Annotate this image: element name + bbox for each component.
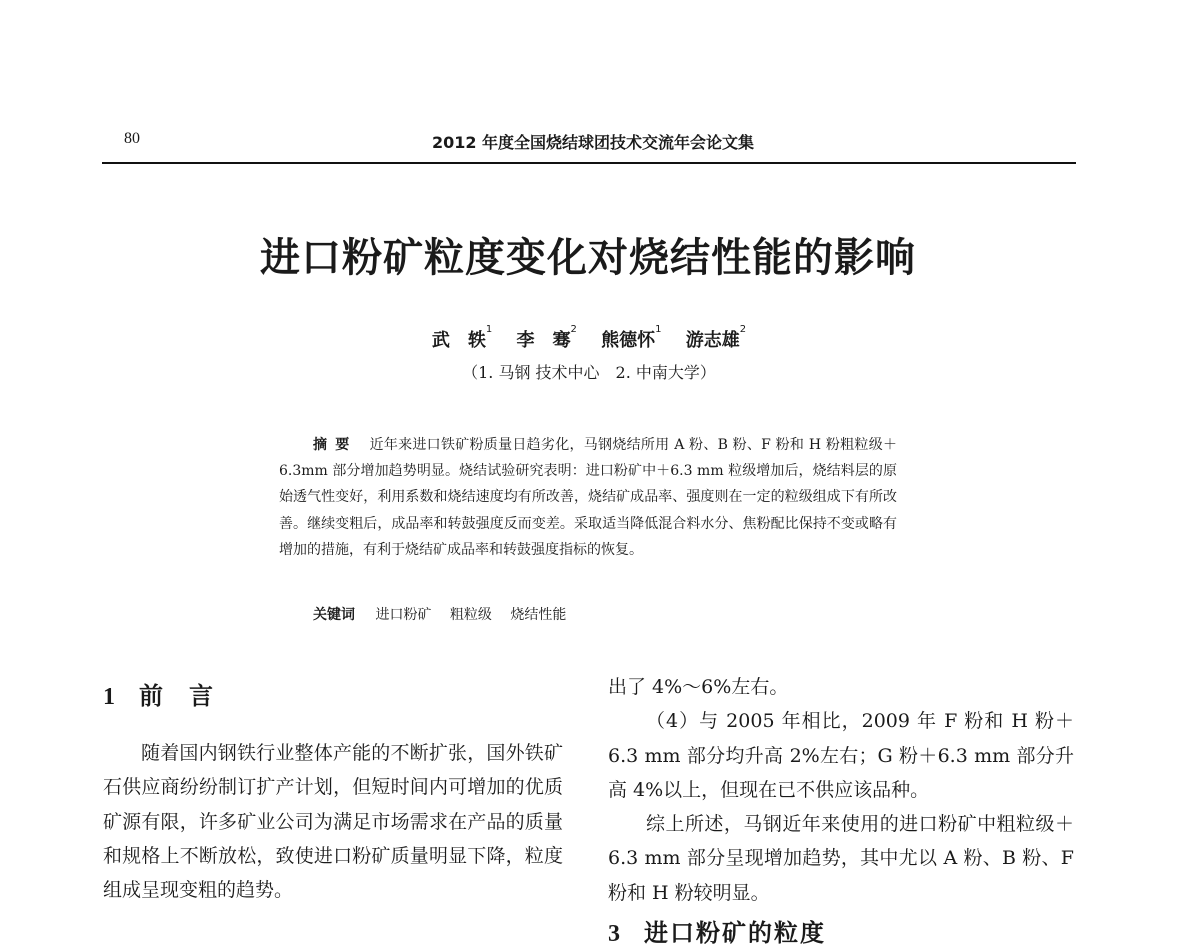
- page-number: 80: [124, 130, 140, 147]
- body-paragraph: （4）与 2005 年相比，2009 年 F 粉和 H 粉＋6.3 mm 部分均升高 2%左右；G 粉＋6.3 mm 部分升高 4%以上，但现在已不供应该品种。: [608, 710, 1074, 801]
- author-name: 熊德怀: [601, 330, 656, 351]
- left-column: [103, 676, 563, 907]
- author-affiliation-mark: 1: [655, 324, 662, 335]
- author-name: 李 骞: [516, 330, 571, 351]
- author-list: [0, 326, 1178, 352]
- section-number: 1: [103, 684, 115, 710]
- abstract-label: 摘要: [313, 437, 358, 453]
- abstract-text: 近年来进口铁矿粉质量日趋劣化，马钢烧结所用 A 粉、B 粉、F 粉和 H 粉粗粒级＋6.3mm 部分增加趋势明显。烧结试验研究表明：进口粉矿中＋6.3 mm 粒级增加后，烧结料层的原始透气性变好，利用系数和烧结速度均有所改善，烧结矿成品率、强度则在一定的粒级组成下有所改善。继续变粗后，成品率和转鼓强度反而变差。采取适当降低混合料水分、焦粉配比保持不变或略有增加的措施，有利于烧结矿成品率和转鼓强度指标的恢复。: [279, 437, 897, 558]
- keywords-label: 关键词: [313, 607, 355, 623]
- author: [431, 324, 493, 351]
- keyword: 粗粒级: [449, 607, 492, 623]
- author: [685, 324, 747, 351]
- author: [516, 324, 577, 351]
- article-title: 进口粉矿粒度变化对烧结性能的影响: [260, 235, 916, 281]
- abstract: [279, 432, 897, 563]
- body-paragraph: 随着国内钢铁行业整体产能的不断扩张，国外铁矿石供应商纷纷制订扩产计划，但短时间内可增加的优质矿源有限，许多矿业公司为满足市场需求在产品的质量和规格上不断放松，致使进口粉矿质量明显下降，粒度组成呈现变粗的趋势。: [103, 742, 563, 902]
- section-heading: [608, 916, 1074, 951]
- header-rule: [102, 162, 1076, 164]
- keyword: 烧结性能: [510, 607, 567, 623]
- section-number: 3: [608, 921, 620, 948]
- keywords: [313, 604, 580, 624]
- body-paragraph: 综上所述，马钢近年来使用的进口粉矿中粗粒级＋6.3 mm 部分呈现增加趋势，其中尤以 A 粉、B 粉、F 粉和 H 粉较明显。: [608, 813, 1074, 904]
- author: [601, 324, 662, 351]
- author-affiliation-mark: 2: [570, 324, 577, 335]
- author-affiliation-mark: 2: [739, 324, 747, 335]
- author-name: 武 轶: [431, 330, 486, 351]
- section-heading: [103, 676, 563, 736]
- affiliation: （1. 马钢 技术中心 2. 中南大学）: [462, 363, 716, 382]
- keyword: 进口粉矿: [375, 607, 432, 623]
- body-paragraph: 出了 4%～6%左右。: [608, 676, 789, 698]
- running-head: 2012 年度全国烧结球团技术交流年会论文集: [431, 133, 755, 152]
- section-title: 进口粉矿的粒度: [644, 918, 826, 948]
- section-title: 前言: [139, 681, 239, 710]
- right-column: [608, 670, 1074, 951]
- author-name: 游志雄: [685, 330, 740, 351]
- author-affiliation-mark: 1: [485, 324, 493, 335]
